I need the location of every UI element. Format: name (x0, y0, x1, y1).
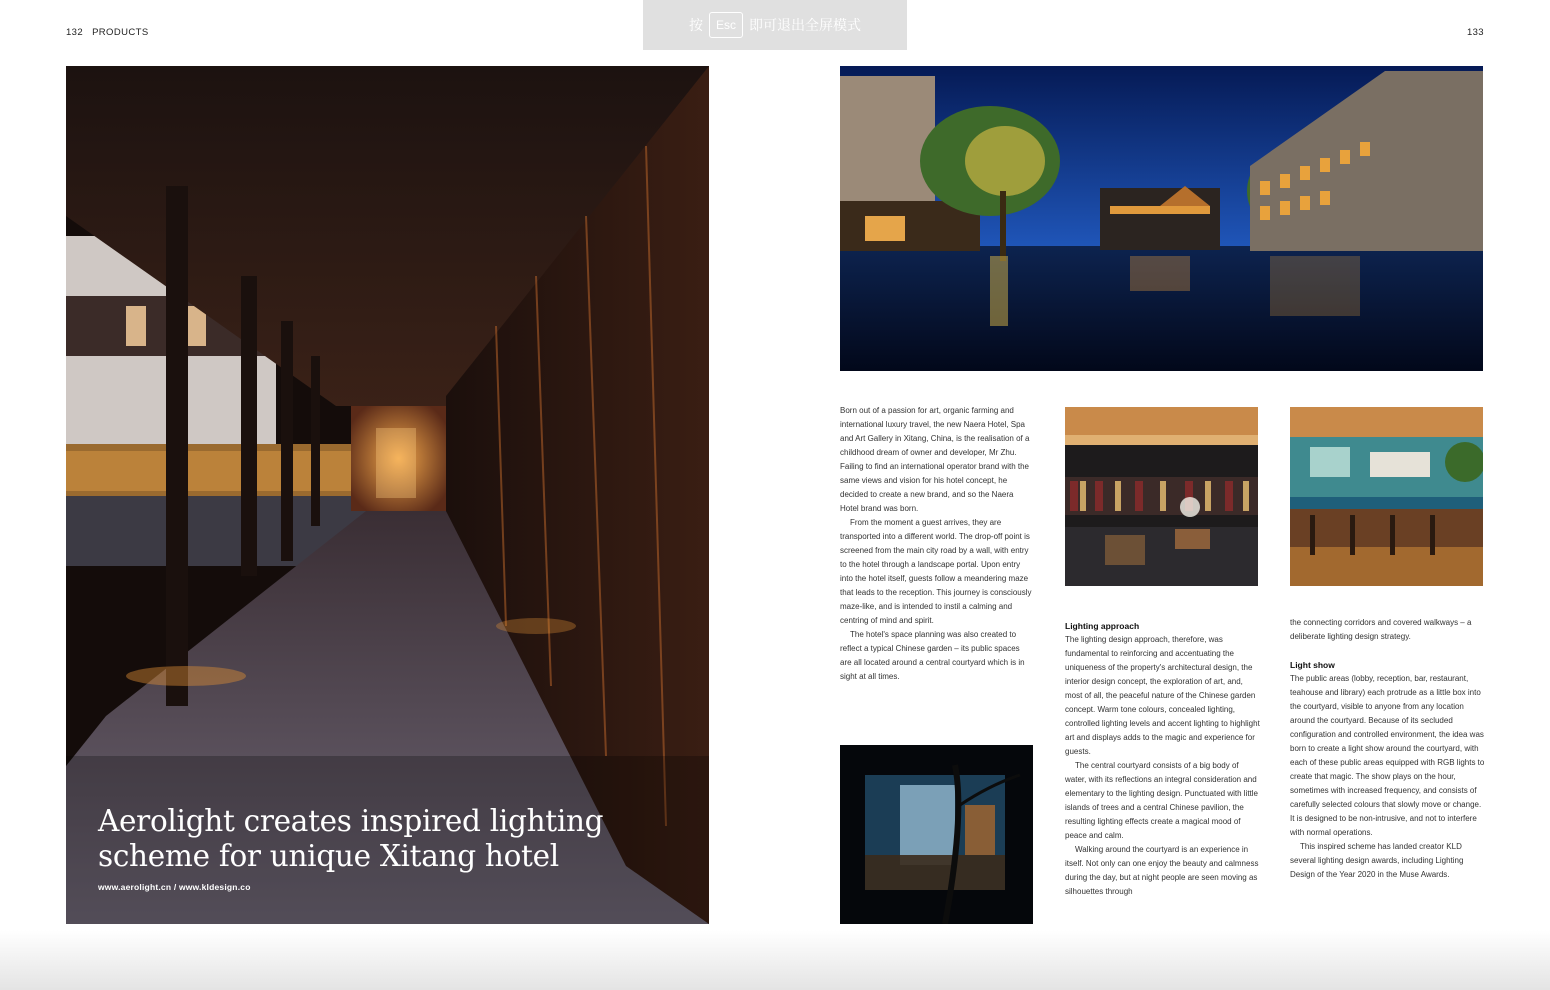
paragraph: From the moment a guest arrives, they are transported into a different world. The drop-off point is screened from the main city road by a wall, with entry to the hotel through a landscape portal. Upon entry into the hotel itself, guests follow a meandering maze that leads to the reception. This journey is consciously maze-like, and is intended to instil a calming and centring of mind and spirit. (840, 518, 1032, 625)
restaurant-window-photo (840, 745, 1033, 924)
paragraph: the connecting corridors and covered walkways – a deliberate lighting design strategy. (1290, 618, 1472, 641)
paragraph: Walking around the courtyard is an experience in itself. Not only can one enjoy the beauty and calmness during the day, but at night people are seen moving as silhouettes through (1065, 845, 1259, 896)
article-title (98, 804, 603, 874)
light-show-heading: Light show (1290, 660, 1335, 670)
title-line-2: scheme for unique Xitang hotel (98, 839, 559, 873)
body-column-3 (1290, 658, 1486, 882)
left-folio (66, 27, 149, 38)
body-column-3-continuation (1290, 616, 1486, 644)
paragraph: Born out of a passion for art, organic farming and international luxury travel, the new Naera Hotel, Spa and Art Gallery in Xitang, China, is the realisation of a childhood dream of owner and developer, Mr Zhu. Failing to find an international operator brand with the same views and vision for his hotel concept, he decided to create a new brand, and so the Naera Hotel brand was born. (840, 406, 1030, 513)
left-page-number: 132 (66, 27, 84, 38)
bar-interior-photo (1290, 407, 1483, 586)
esc-key-badge[interactable]: Esc (709, 12, 743, 38)
paragraph: This inspired scheme has landed creator KLD several lighting design awards, including Lighting Design of the Year 2020 in the Muse Awards. (1290, 842, 1464, 879)
paragraph: The lighting design approach, therefore, was fundamental to reinforcing and accentuating the uniqueness of the property's architectural design, the interior design concept, the exploration of art, and, most of all, the peaceful nature of the Chinese garden concept. Warm tone colours, concealed lighting, controlled lighting levels and accent lighting to highlight art and displays adds to the magic and experience for guests. (1065, 635, 1260, 756)
library-illustration (1065, 407, 1258, 586)
section-label: PRODUCTS (92, 27, 149, 38)
right-page-number: 133 (1466, 27, 1484, 38)
hint-prefix: 按 (688, 17, 703, 33)
paragraph: The public areas (lobby, reception, bar, restaurant, teahouse and library) each protrude as a little box into the courtyard, visible to anyone from any location around the courtyard. Because of its secluded configuration and controlled environment, the idea was born to create a light show around the courtyard, with each of these public areas equipped with RGB lights to create that magic. The show plays on the hour, sometimes with increased frequency, and consists of carefully selected colours that slowly move or change. It is designed to be non-intrusive, and not to interfere with normal operations. (1290, 674, 1485, 837)
library-interior-photo (1065, 407, 1258, 586)
title-line-1: Aerolight creates inspired lighting (98, 804, 604, 838)
paragraph: The hotel's space planning was also created to reflect a typical Chinese garden – its public spaces are all located around a central courtyard which is in sight at all times. (840, 630, 1025, 681)
fullscreen-exit-hint (643, 0, 907, 50)
body-column-1 (840, 404, 1032, 684)
bar-illustration (1290, 407, 1483, 586)
page-bottom-shadow (0, 930, 1550, 990)
courtyard-night-photo (840, 66, 1483, 371)
hero-corridor-photo (66, 66, 709, 924)
lighting-approach-heading: Lighting approach (1065, 621, 1140, 631)
body-column-2 (1065, 619, 1261, 899)
hero-corridor-illustration (66, 66, 709, 924)
courtyard-illustration (840, 66, 1483, 371)
paragraph: The central courtyard consists of a big body of water, with its reflections an integral consideration and elementary to the lighting design. Punctuated with little islands of trees and a central Chinese pavilion, the resulting lighting effects create a magical mood of peace and calm. (1065, 761, 1259, 840)
source-credit: www.aerolight.cn / www.kldesign.co (98, 882, 251, 892)
hint-suffix: 即可退出全屏模式 (749, 17, 861, 33)
window-illustration (840, 745, 1033, 924)
